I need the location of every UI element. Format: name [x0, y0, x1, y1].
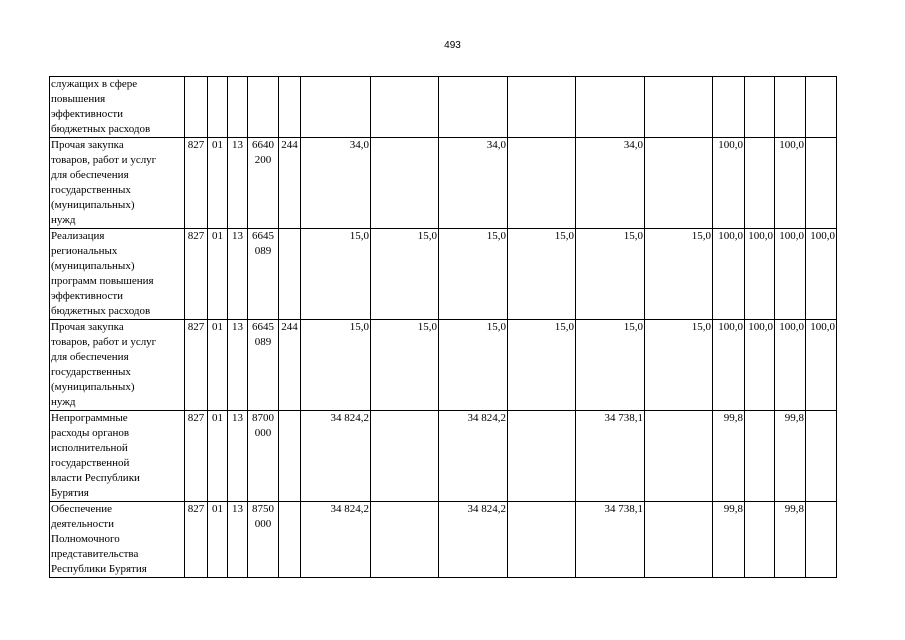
target-article-code: 6645 089: [248, 229, 279, 320]
table-row: [50, 138, 837, 229]
percent-cell: 99,8: [775, 502, 806, 578]
section-code: [208, 77, 228, 138]
amount-cell: 15,0: [439, 320, 508, 411]
expense-type-code: 244: [279, 138, 301, 229]
amount-cell: [301, 77, 371, 138]
amount-cell: 34 824,2: [301, 502, 371, 578]
amount-cell: [645, 77, 713, 138]
row-name: Прочая закупка товаров, работ и услуг для обеспечения государственных (муниципальных) нужд: [50, 138, 185, 229]
ministry-code: 827: [185, 229, 208, 320]
percent-cell: [745, 411, 775, 502]
subsection-code: 13: [228, 229, 248, 320]
amount-cell: [508, 77, 576, 138]
amount-cell: [371, 411, 439, 502]
ministry-code: 827: [185, 138, 208, 229]
amount-cell: [439, 77, 508, 138]
percent-cell: 100,0: [713, 320, 745, 411]
expense-type-code: [279, 229, 301, 320]
percent-cell: [806, 138, 837, 229]
percent-cell: [775, 77, 806, 138]
expense-type-code: [279, 502, 301, 578]
amount-cell: 15,0: [576, 229, 645, 320]
amount-cell: [508, 138, 576, 229]
target-article-code: 8750 000: [248, 502, 279, 578]
amount-cell: 15,0: [645, 320, 713, 411]
amount-cell: [508, 502, 576, 578]
subsection-code: 13: [228, 320, 248, 411]
section-code: 01: [208, 502, 228, 578]
percent-cell: 100,0: [806, 320, 837, 411]
expense-type-code: [279, 411, 301, 502]
percent-cell: [745, 502, 775, 578]
subsection-code: 13: [228, 502, 248, 578]
percent-cell: [806, 411, 837, 502]
ministry-code: 827: [185, 320, 208, 411]
section-code: 01: [208, 229, 228, 320]
section-code: 01: [208, 411, 228, 502]
amount-cell: [576, 77, 645, 138]
percent-cell: [806, 502, 837, 578]
percent-cell: 100,0: [745, 320, 775, 411]
section-code: 01: [208, 138, 228, 229]
percent-cell: 100,0: [806, 229, 837, 320]
ministry-code: 827: [185, 411, 208, 502]
percent-cell: 100,0: [775, 138, 806, 229]
percent-cell: 99,8: [775, 411, 806, 502]
amount-cell: [371, 138, 439, 229]
amount-cell: [645, 411, 713, 502]
percent-cell: 100,0: [775, 320, 806, 411]
amount-cell: 34,0: [301, 138, 371, 229]
subsection-code: 13: [228, 411, 248, 502]
section-code: 01: [208, 320, 228, 411]
expense-type-code: [279, 77, 301, 138]
table-row: [50, 229, 837, 320]
amount-cell: 15,0: [508, 320, 576, 411]
amount-cell: 34 824,2: [439, 502, 508, 578]
row-name: Обеспечение деятельности Полномочного представительства Республики Бурятия: [50, 502, 185, 578]
amount-cell: 15,0: [439, 229, 508, 320]
amount-cell: [645, 502, 713, 578]
ministry-code: 827: [185, 502, 208, 578]
target-article-code: 6645 089: [248, 320, 279, 411]
amount-cell: 15,0: [301, 229, 371, 320]
percent-cell: [745, 77, 775, 138]
budget-table: [49, 76, 837, 578]
amount-cell: [371, 77, 439, 138]
amount-cell: [508, 411, 576, 502]
row-name: Прочая закупка товаров, работ и услуг для обеспечения государственных (муниципальных) нужд: [50, 320, 185, 411]
table-row: [50, 320, 837, 411]
percent-cell: 100,0: [713, 229, 745, 320]
page-number: 493: [444, 40, 461, 51]
amount-cell: 34,0: [576, 138, 645, 229]
row-name: Реализация региональных (муниципальных) программ повышения эффективности бюджетных расходов: [50, 229, 185, 320]
ministry-code: [185, 77, 208, 138]
amount-cell: 34 824,2: [439, 411, 508, 502]
target-article-code: 6640 200: [248, 138, 279, 229]
expense-type-code: 244: [279, 320, 301, 411]
amount-cell: 15,0: [645, 229, 713, 320]
amount-cell: 15,0: [371, 320, 439, 411]
amount-cell: 15,0: [301, 320, 371, 411]
target-article-code: [248, 77, 279, 138]
amount-cell: [371, 502, 439, 578]
amount-cell: 34,0: [439, 138, 508, 229]
percent-cell: 99,8: [713, 502, 745, 578]
percent-cell: [713, 77, 745, 138]
percent-cell: 100,0: [775, 229, 806, 320]
amount-cell: 34 824,2: [301, 411, 371, 502]
percent-cell: 100,0: [713, 138, 745, 229]
subsection-code: [228, 77, 248, 138]
row-name: служащих в сфере повышения эффективности бюджетных расходов: [50, 77, 185, 138]
table-row: [50, 411, 837, 502]
table-row: [50, 502, 837, 578]
amount-cell: 34 738,1: [576, 411, 645, 502]
table-row: [50, 77, 837, 138]
percent-cell: [806, 77, 837, 138]
percent-cell: 99,8: [713, 411, 745, 502]
amount-cell: 15,0: [371, 229, 439, 320]
amount-cell: [645, 138, 713, 229]
percent-cell: [745, 138, 775, 229]
amount-cell: 15,0: [576, 320, 645, 411]
amount-cell: 15,0: [508, 229, 576, 320]
row-name: Непрограммные расходы органов исполнительной государственной власти Республики Бурятия: [50, 411, 185, 502]
amount-cell: 34 738,1: [576, 502, 645, 578]
target-article-code: 8700 000: [248, 411, 279, 502]
percent-cell: 100,0: [745, 229, 775, 320]
subsection-code: 13: [228, 138, 248, 229]
